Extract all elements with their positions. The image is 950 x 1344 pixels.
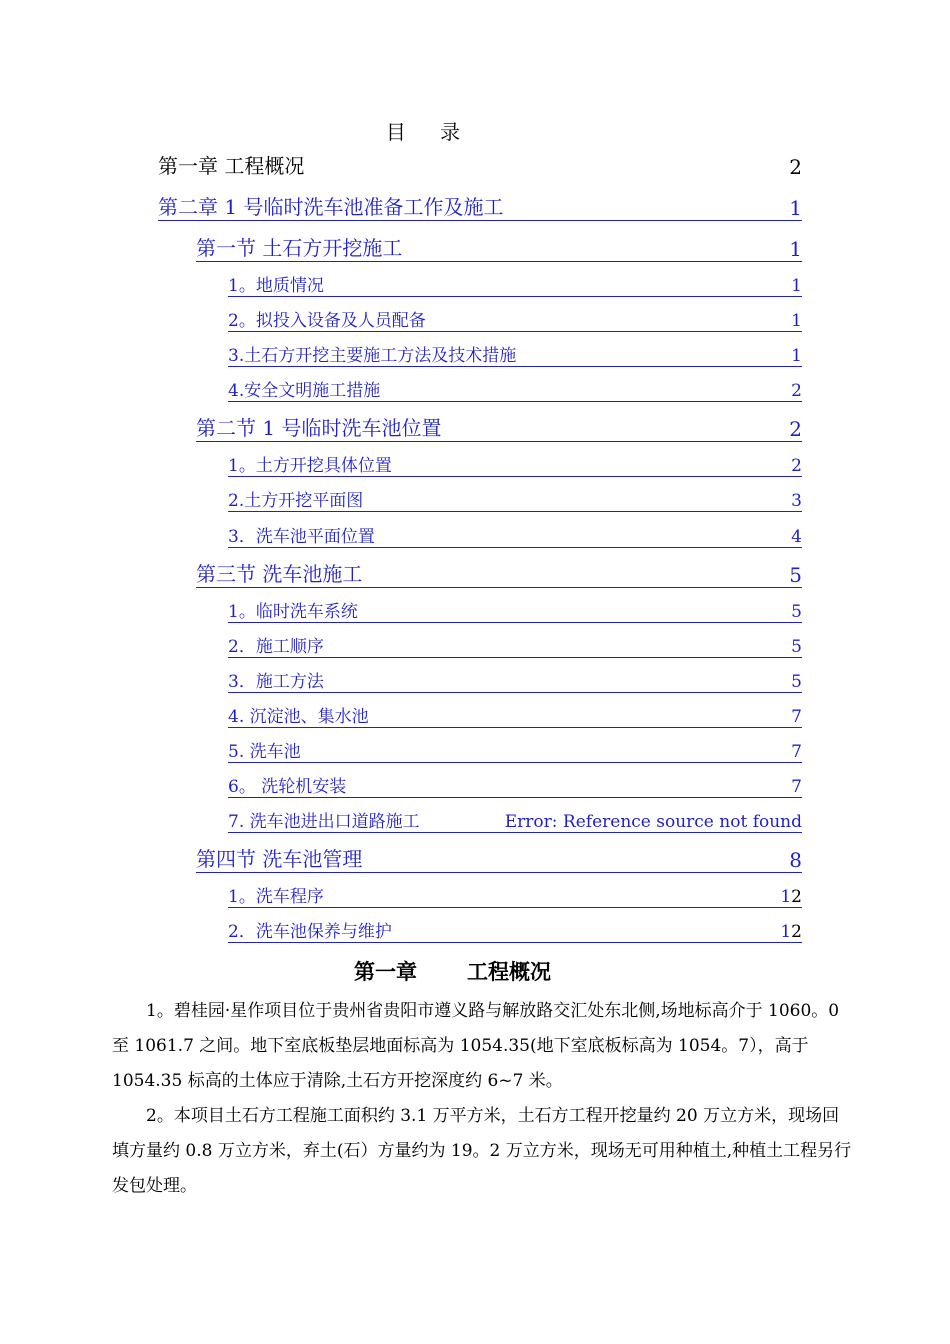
toc-entry-label: 第三节 洗车池施工 (196, 562, 363, 586)
toc-entry-label: 第二章 1 号临时洗车池准备工作及施工 (158, 195, 504, 219)
toc-entry-section-4[interactable] (196, 846, 802, 873)
toc-entry-page: 7 (791, 742, 802, 762)
toc-entry-item[interactable] (228, 489, 802, 512)
toc-entry-label: 2.土方开挖平面图 (228, 491, 364, 511)
toc-entry-item[interactable] (228, 344, 802, 367)
toc-entry-page: 2 (789, 417, 802, 441)
toc-entry-page: 5 (791, 637, 802, 657)
toc-entry-label: 4. 沉淀池、集水池 (228, 707, 369, 727)
toc-entry-page: 1 (789, 196, 802, 220)
toc-entry-item[interactable] (228, 309, 802, 332)
paragraph: 1。碧桂园·星作项目位于贵州省贵阳市遵义路与解放路交汇处东北侧,场地标高介于 1060。0 至 1061.7 之间。地下室底板垫层地面标高为 1054.35(地下室底板标高为 1054。7），高于 1054.35 标高的土体应于清除,土石方开挖深度约 6~7 米。 (112, 1001, 840, 1091)
toc-entry-page (780, 887, 802, 907)
toc-entry-item[interactable] (228, 775, 802, 798)
paragraph: 2。本项目土石方工程施工面积约 3.1 万平方米，土石方工程开挖量约 20 万立方米，现场回填方量约 0.8 万立方米，弃土(石）方量约为 19。2 万立方米，现场无可用种植土,种植土工程另行发包处理。 (112, 1106, 852, 1196)
toc-entry-section-2[interactable] (196, 415, 802, 442)
toc-entry-chapter-1[interactable] (158, 153, 802, 179)
toc-entry-label: 第二节 1 号临时洗车池位置 (196, 416, 442, 440)
toc-entry-chapter-2[interactable] (158, 194, 802, 221)
toc-entry-section-1[interactable] (196, 235, 802, 262)
toc-entry-page: 1 (791, 311, 802, 331)
toc-entry-page: 1 (791, 346, 802, 366)
toc-entry-label: 2．洗车池保养与维护 (228, 922, 392, 942)
toc-page-digit: 2 (791, 887, 802, 907)
chapter-number: 第一章 (354, 959, 417, 984)
toc-entry-item[interactable] (228, 600, 802, 623)
toc-page-digit: 2 (791, 922, 802, 942)
toc-entry-label: 1。临时洗车系统 (228, 602, 358, 622)
toc-entry-label: 1。洗车程序 (228, 887, 324, 907)
toc-entry-page: 1 (789, 237, 802, 261)
toc-entry-item[interactable] (228, 454, 802, 477)
toc-entry-label: 3．洗车池平面位置 (228, 527, 375, 547)
toc-entry-page: 2 (791, 456, 802, 476)
toc-entry-page (780, 922, 802, 942)
toc-entry-label: 5. 洗车池 (228, 742, 301, 762)
toc-entry-label: 2．施工顺序 (228, 637, 324, 657)
toc-entry-item[interactable] (228, 379, 802, 402)
toc-entry-label: 6。 洗轮机安装 (228, 777, 347, 797)
toc-entry-label: 3.土石方开挖主要施工方法及技术措施 (228, 346, 517, 366)
toc-entry-item[interactable] (228, 274, 802, 297)
toc-entry-label: 第一节 土石方开挖施工 (196, 236, 403, 260)
toc-entry-label: 2。拟投入设备及人员配备 (228, 311, 426, 331)
toc-entry-page: 5 (791, 672, 802, 692)
toc-entry-label: 1。地质情况 (228, 276, 324, 296)
chapter-heading (354, 956, 551, 986)
toc-page-digit: 1 (780, 922, 792, 942)
toc-entry-item[interactable] (228, 740, 802, 763)
toc-title: 目 录 (385, 120, 475, 144)
toc-entry-page: 2 (789, 155, 802, 179)
toc-entry-item[interactable] (228, 670, 802, 693)
toc-entry-page: 2 (791, 381, 802, 401)
toc-entry-label: 4.安全文明施工措施 (228, 381, 381, 401)
chapter-body (112, 994, 854, 1204)
toc-entry-page: 7 (791, 777, 802, 797)
toc-entry-label: 第一章 工程概况 (158, 154, 305, 178)
toc-entry-page: 7 (791, 707, 802, 727)
toc-entry-label: 3．施工方法 (228, 672, 324, 692)
toc-entry-page: 3 (791, 491, 802, 511)
toc-entry-item[interactable] (228, 885, 802, 908)
toc-entry-label: 7. 洗车池进出口道路施工 (228, 812, 420, 832)
toc-entry-item[interactable] (228, 705, 802, 728)
toc-entry-label: 1。土方开挖具体位置 (228, 456, 392, 476)
toc-entry-item[interactable] (228, 920, 802, 943)
toc-entry-label: 第四节 洗车池管理 (196, 847, 363, 871)
toc-entry-section-3[interactable] (196, 561, 802, 588)
toc-entry-page: Error: Reference source not found (504, 812, 802, 832)
toc-entry-page: 1 (791, 276, 802, 296)
chapter-title: 工程概况 (467, 959, 551, 984)
toc-page-digit: 1 (780, 887, 792, 907)
toc-entry-page: 4 (791, 527, 802, 547)
toc-entry-page: 5 (791, 602, 802, 622)
toc-entry-page: 5 (789, 563, 802, 587)
toc-entry-item[interactable] (228, 810, 802, 833)
toc-entry-page: 8 (789, 848, 802, 872)
toc-entry-item[interactable] (228, 635, 802, 658)
toc-entry-item[interactable] (228, 525, 802, 548)
